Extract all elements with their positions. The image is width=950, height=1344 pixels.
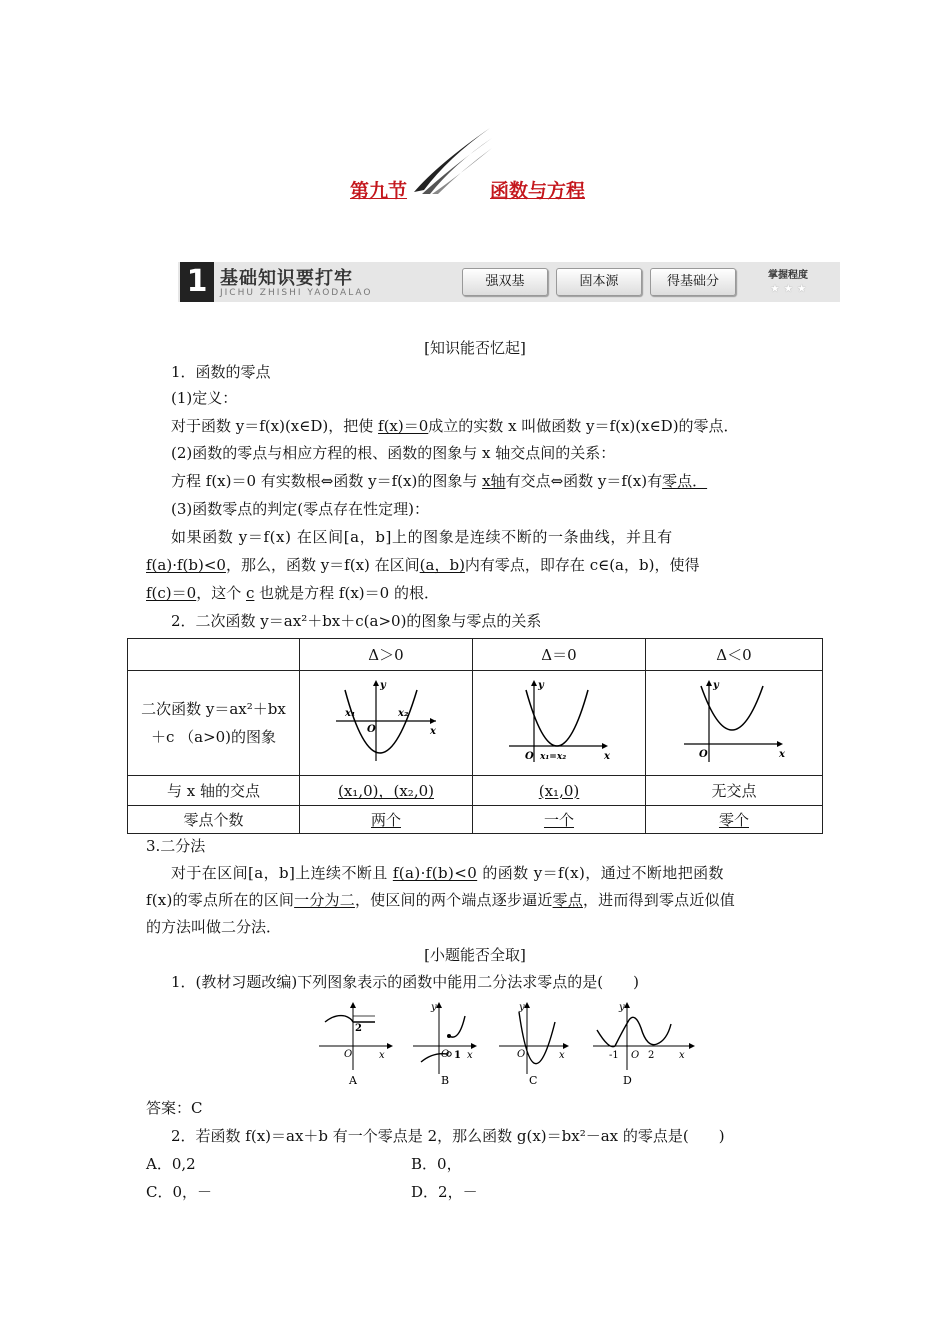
svg-text:y: y: [538, 680, 544, 691]
mastery-stars: ★ ★ ★: [770, 282, 807, 295]
s1-definition: 对于函数 y＝f(x)(x∈D)，把使 f(x)＝0成立的实数 x 叫做函数 y＝f(x)(x∈D)的零点．: [171, 417, 739, 435]
svg-text:O: O: [367, 724, 376, 735]
s1-theorem-label: (3)函数零点的判定(零点存在性定理)：: [171, 500, 429, 518]
option-d: D．2，－: [411, 1183, 478, 1201]
svg-text:x: x: [467, 1050, 473, 1061]
s3-line3: 的方法叫做二分法．: [146, 918, 282, 936]
table-row-graph-label: 二次函数 y＝ax²＋bx ＋c （a>0)的图象: [128, 671, 300, 776]
svg-text:x: x: [604, 751, 610, 762]
svg-text:x: x: [679, 1050, 685, 1061]
figure-a: [319, 1002, 393, 1087]
svg-text:2: 2: [648, 1050, 655, 1061]
figure-b: [413, 1002, 477, 1087]
question-1-figures: [315, 1000, 705, 1092]
knowledge-header: [知识能否忆起]: [424, 339, 526, 357]
svg-text:D: D: [623, 1074, 632, 1087]
banner-button-score[interactable]: 得基础分: [650, 268, 736, 296]
s3-line1: 对于在区间[a，b]上连续不断且 f(a)·f(b)<0 的函数 y＝f(x)，通过不断地把函数: [171, 864, 724, 882]
s2-title: 2．二次函数 y＝ax²＋bx＋c(a>0)的图象与零点的关系: [171, 612, 542, 630]
option-b: B．0，: [411, 1155, 462, 1173]
svg-text:y: y: [713, 680, 719, 691]
svg-text:x: x: [779, 749, 785, 760]
s1-def-label: (1)定义：: [171, 389, 238, 407]
svg-text:O: O: [699, 749, 708, 760]
s1-relation-label: (2)函数的零点与相应方程的根、函数的图象与 x 轴交点间的关系：: [171, 444, 616, 462]
svg-text:x₂: x₂: [398, 708, 409, 719]
s3-title: 3.二分法: [146, 837, 206, 855]
quadratic-zero-table: [127, 638, 823, 834]
graph-one-root: [473, 671, 646, 776]
figure-c: [499, 1002, 569, 1087]
svg-text:x: x: [430, 726, 436, 737]
svg-text:y: y: [380, 680, 386, 691]
svg-text:2: 2: [355, 1023, 362, 1034]
banner-heading: 基础知识要打牢: [220, 268, 353, 289]
question-2: 2．若函数 f(x)＝ax＋b 有一个零点是 2，那么函数 g(x)＝bx²－ax 的零点是( ): [171, 1127, 725, 1145]
table-header-empty: [128, 639, 300, 671]
banner-button-strengthen[interactable]: 强双基: [462, 268, 548, 296]
option-a: A．0,2: [146, 1155, 196, 1173]
intersection-two-roots: (x₁,0)，(x₂,0): [300, 776, 473, 806]
parabola-one-root: [504, 676, 614, 766]
section-number: 第九节: [350, 180, 408, 202]
title-swoosh-decoration: [408, 124, 494, 198]
table-row-intersection-label: 与 x 轴的交点: [128, 776, 300, 806]
svg-text:y: y: [431, 1002, 437, 1013]
svg-text:O: O: [441, 1049, 450, 1060]
svg-text:-1: -1: [609, 1050, 619, 1061]
svg-text:x: x: [559, 1050, 565, 1061]
s1-theorem-line1: 如果函数 y＝f(x) 在区间[a，b]上的图象是连续不断的一条曲线，并且有: [171, 528, 673, 546]
svg-text:A: A: [349, 1074, 357, 1087]
mastery-label: 掌握程度: [768, 270, 808, 281]
option-c: C．0，－: [146, 1183, 213, 1201]
question-1: 1．(教材习题改编)下列图象表示的函数中能用二分法求零点的是( ): [171, 973, 639, 991]
table-row-count-label: 零点个数: [128, 806, 300, 834]
graph-no-root: [646, 671, 823, 776]
svg-text:1: 1: [454, 1050, 461, 1061]
s1-theorem-line3: f(c)＝0，这个 c 也就是方程 f(x)＝0 的根．: [146, 584, 439, 602]
intersection-one-root: (x₁,0): [473, 776, 646, 806]
section-title: 函数与方程: [490, 180, 586, 202]
count-two-roots: 两个: [300, 806, 473, 834]
practice-header: [小题能否全取]: [424, 946, 526, 964]
count-no-root: 零个: [646, 806, 823, 834]
count-one-root: 一个: [473, 806, 646, 834]
table-header-delta-neg: Δ＜0: [646, 639, 823, 671]
svg-text:y: y: [619, 1002, 625, 1013]
table-header-delta-pos: Δ＞0: [300, 639, 473, 671]
svg-text:x: x: [379, 1050, 385, 1061]
parabola-no-root: [679, 676, 789, 766]
svg-text:C: C: [529, 1074, 538, 1087]
banner-button-consolidate[interactable]: 固本源: [556, 268, 642, 296]
s1-title: 1．函数的零点: [171, 363, 271, 381]
s1-relation: 方程 f(x)＝0 有实数根⇔函数 y＝f(x)的图象与 x轴有交点⇔函数 y＝f(x)有零点．: [171, 472, 708, 490]
s1-theorem-line2: f(a)·f(b)<0，那么，函数 y＝f(x) 在区间(a，b)内有零点，即存在 c∈(a，b)，使得: [146, 556, 700, 574]
svg-text:y: y: [519, 1002, 525, 1013]
figure-d: [593, 1002, 695, 1087]
svg-text:x₁=x₂: x₁=x₂: [540, 752, 567, 762]
svg-text:O: O: [525, 751, 534, 762]
answer-1: 答案：C: [146, 1099, 203, 1117]
s3-line2: f(x)的零点所在的区间一分为二，使区间的两个端点逐步逼近零点，进而得到零点近似值: [146, 891, 735, 909]
table-header-delta-zero: Δ＝0: [473, 639, 646, 671]
banner-number-box: 1: [180, 262, 214, 302]
graph-two-roots: [300, 671, 473, 776]
svg-text:O: O: [517, 1049, 526, 1060]
svg-text:B: B: [441, 1074, 450, 1087]
svg-text:O: O: [344, 1049, 353, 1060]
svg-text:O: O: [631, 1050, 640, 1061]
banner-pinyin: JICHU ZHISHI YAODALAO: [220, 288, 373, 298]
parabola-two-roots: [331, 676, 441, 766]
svg-text:x₁: x₁: [345, 708, 356, 719]
intersection-no-root: 无交点: [646, 776, 823, 806]
